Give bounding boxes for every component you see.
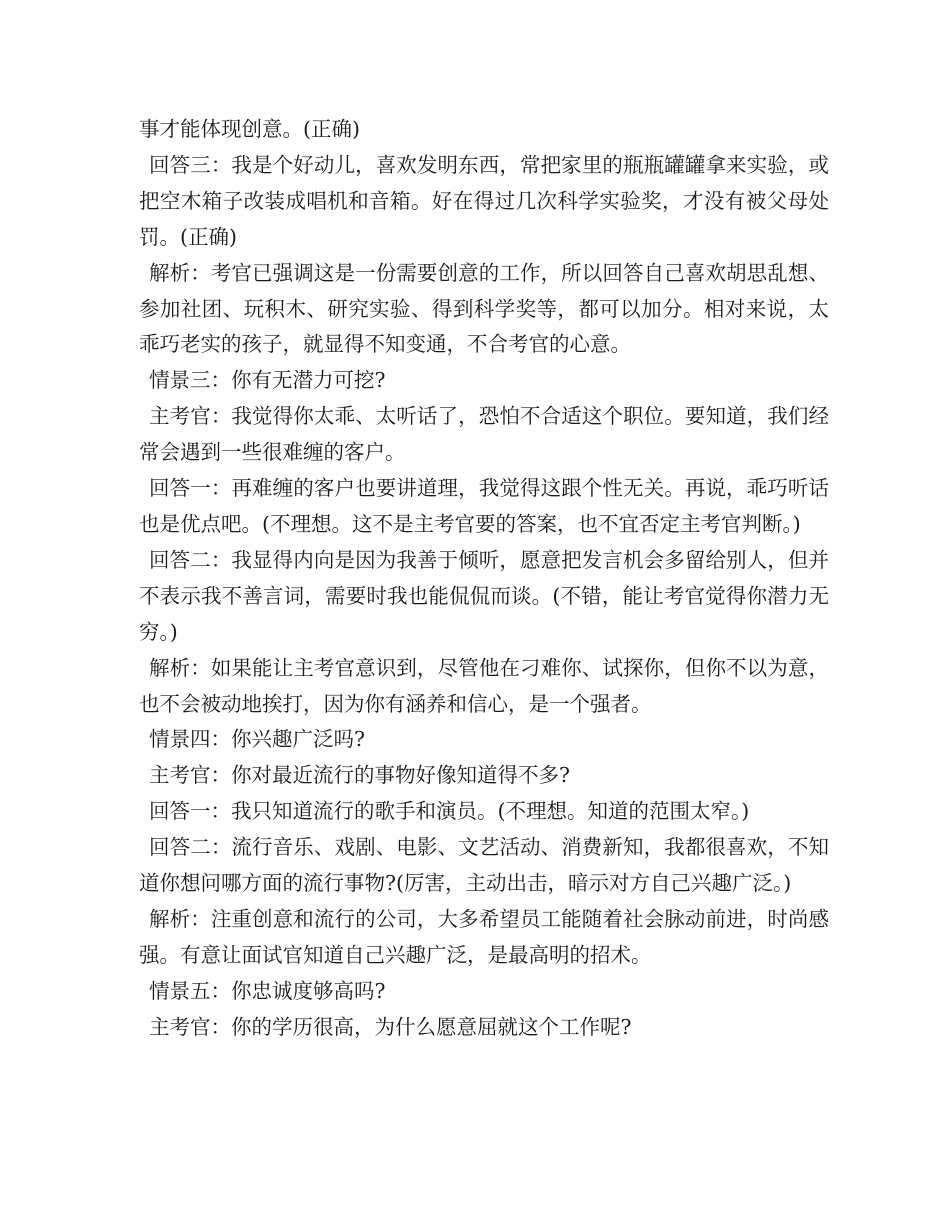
paragraph-examiner-three: 主考官：我觉得你太乖、太听话了，恐怕不合适这个职位。要知道，我们经常会遇到一些很难缠的客户。 <box>139 404 829 465</box>
paragraph-analysis-two: 解析：考官已强调这是一份需要创意的工作，所以回答自己喜欢胡思乱想、参加社团、玩积木、研究实验、得到科学奖等，都可以加分。相对来说，太乖巧老实的孩子，就显得不知变通，不合考官的心意。 <box>139 260 829 357</box>
document-body <box>139 112 829 1046</box>
heading-scenario-four: 情景四：你兴趣广泛吗? <box>149 727 365 752</box>
paragraph-examiner-five: 主考官：你的学历很高，为什么愿意屈就这个工作呢? <box>149 1014 632 1039</box>
paragraph-continuation: 事才能体现创意。(正确) <box>139 117 360 141</box>
paragraph-analysis-four: 解析：注重创意和流行的公司，大多希望员工能随着社会脉动前进，时尚感强。有意让面试官知道自己兴趣广泛，是最高明的招术。 <box>139 906 829 967</box>
paragraph-analysis-three: 解析：如果能让主考官意识到，尽管他在刁难你、试探你，但你不以为意，也不会被动地挨打，因为你有涵养和信心，是一个强者。 <box>139 655 829 716</box>
paragraph-answer-one-s4: 回答一：我只知道流行的歌手和演员。(不理想。知道的范围太窄。) <box>149 799 750 824</box>
paragraph-examiner-four: 主考官：你对最近流行的事物好像知道得不多? <box>149 763 570 788</box>
heading-scenario-three: 情景三：你有无潜力可挖? <box>149 368 386 393</box>
paragraph-answer-three: 回答三：我是个好动儿，喜欢发明东西，常把家里的瓶瓶罐罐拿来实验，或把空木箱子改装成唱机和音箱。好在得过几次科学实验奖，才没有被父母处罚。(正确) <box>139 152 829 249</box>
paragraph-answer-two-s4: 回答二：流行音乐、戏剧、电影、文艺活动、消费新知，我都很喜欢，不知道你想问哪方面的流行事物?(厉害，主动出击，暗示对方自己兴趣广泛。) <box>139 835 829 896</box>
heading-scenario-five: 情景五：你忠诚度够高吗? <box>149 978 386 1003</box>
paragraph-answer-one-s3: 回答一：再难缠的客户也要讲道理，我觉得这跟个性无关。再说，乖巧听话也是优点吧。(不理想。这不是主考官要的答案，也不宜否定主考官判断。) <box>139 476 829 536</box>
paragraph-answer-two-s3: 回答二：我显得内向是因为我善于倾听，愿意把发言机会多留给别人，但并不表示我不善言词，需要时我也能侃侃而谈。(不错，能让考官觉得你潜力无穷。) <box>139 547 829 644</box>
